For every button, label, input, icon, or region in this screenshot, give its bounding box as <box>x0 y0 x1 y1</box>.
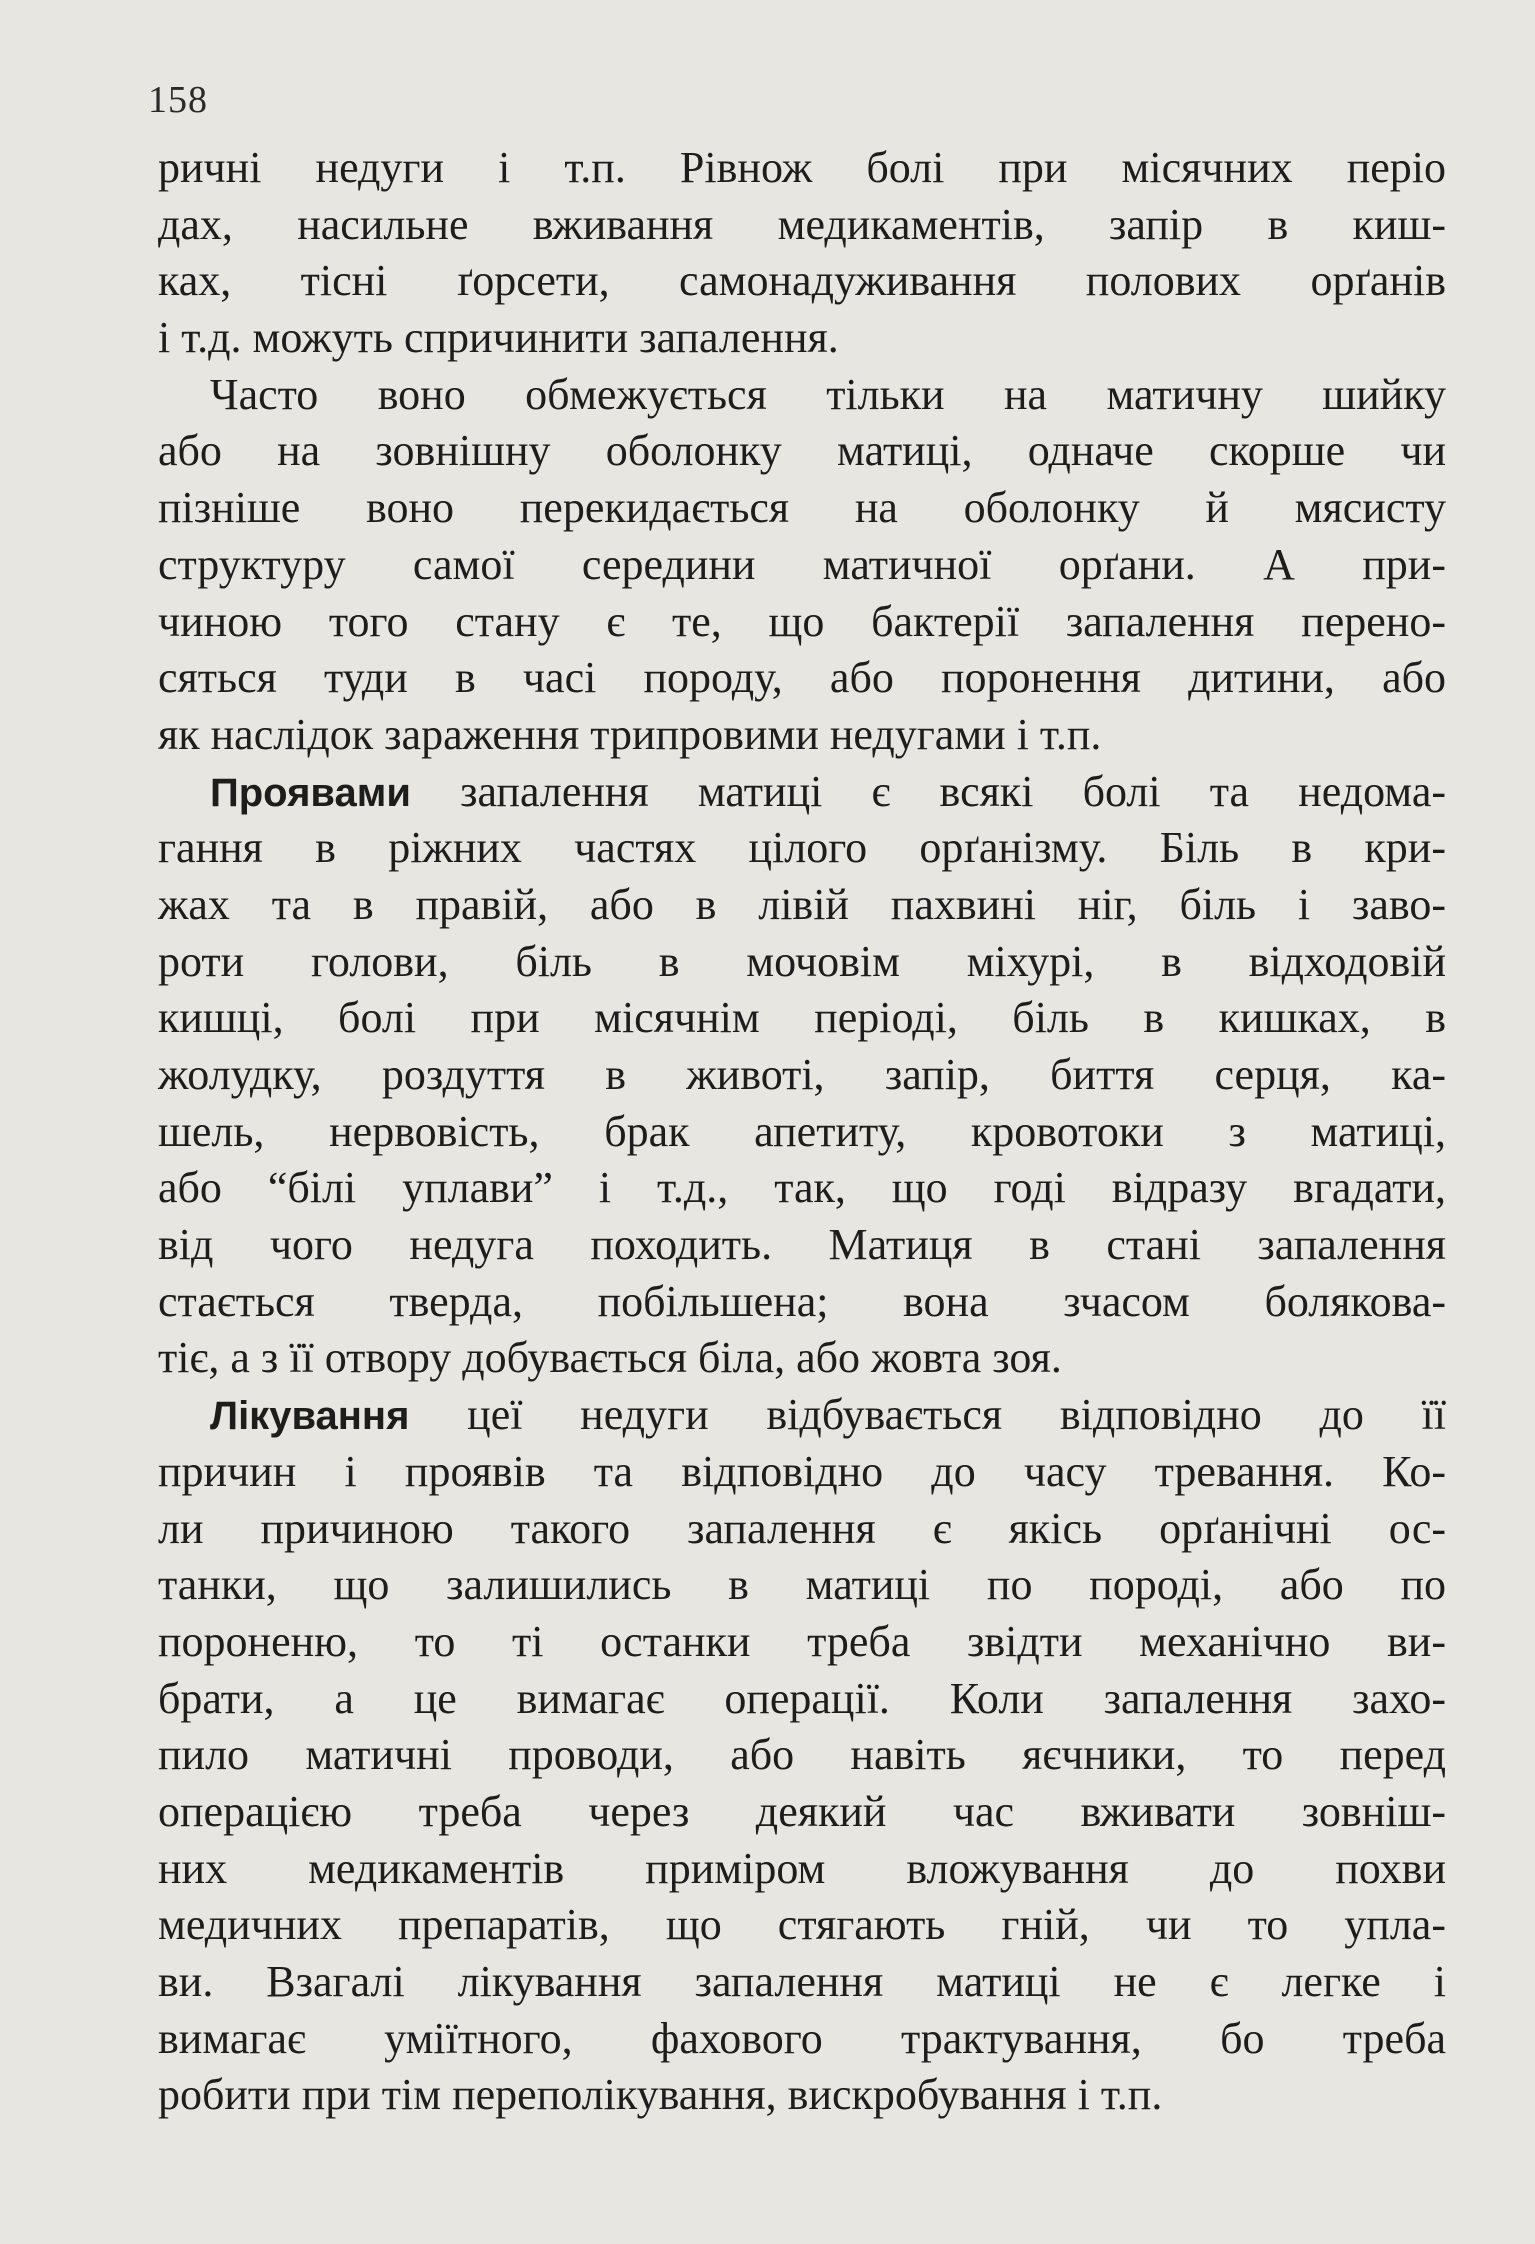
line-text: як наслідок зараження трипровими недугами і т.п. <box>158 709 1102 759</box>
line-text: або “білі уплави” і т.д., так, що годі відразу вгадати, <box>158 1163 1446 1213</box>
line-text: кишці, болі при місячнім періоді, біль в кишках, в <box>158 993 1446 1043</box>
line-text: медичних препаратів, що стягають гній, чи то упла- <box>158 1900 1446 1950</box>
line-text: тіє, а з її отвору добувається біла, або жовта зоя. <box>158 1333 1062 1383</box>
text-line <box>158 367 1446 424</box>
text-line <box>158 1444 1446 1501</box>
line-text: і т.д. можуть спричинити запалення. <box>158 313 839 363</box>
text-line <box>158 1104 1446 1161</box>
text-line <box>158 2067 1446 2124</box>
text-line <box>158 480 1446 537</box>
text-line <box>158 1784 1446 1841</box>
text-line <box>158 1841 1446 1898</box>
line-text: ках, тісні ґорсети, самонадуживання полових орґанів <box>158 256 1446 306</box>
line-text: Часто воно обмежується тільки на матичну шийку <box>210 369 1446 419</box>
line-text: шель, нервовість, брак апетиту, кровотоки з матиці, <box>158 1106 1446 1156</box>
line-text: ли причиною такого запалення є якісь орґанічні ос- <box>158 1503 1446 1553</box>
line-text: причин і проявів та відповідно до часу тревання. Ко- <box>158 1446 1446 1496</box>
line-text: сяться туди в часі породу, або поронення дитини, або <box>158 653 1446 703</box>
text-line <box>158 140 1446 197</box>
line-text: брати, а це вимагає операції. Коли запалення захо- <box>158 1673 1446 1723</box>
text-line <box>158 1614 1446 1671</box>
text-line <box>158 707 1446 764</box>
line-text: них медикаментів приміром вложування до похви <box>158 1843 1446 1893</box>
text-line <box>158 423 1446 480</box>
line-text: жах та в правій, або в лівій пахвині ніг, біль і заво- <box>158 879 1446 929</box>
text-line <box>158 820 1446 877</box>
line-text: роти голови, біль в мочовім міхурі, в відходовій <box>158 936 1446 986</box>
text-line <box>158 990 1446 1047</box>
line-text: операцією треба через деякий час вживати зовніш- <box>158 1786 1446 1836</box>
line-text: гання в ріжних частях цілого орґанізму. Біль в кри- <box>158 823 1446 873</box>
text-line <box>158 650 1446 707</box>
text-line <box>158 310 1446 367</box>
body-text <box>158 140 1446 2124</box>
line-text: робити при тім переполікування, вискробування і т.п. <box>158 2070 1163 2120</box>
text-line <box>158 594 1446 651</box>
line-text: пізніше воно перекидається на оболонку й мясисту <box>158 483 1446 533</box>
text-line <box>158 2011 1446 2068</box>
line-text: дах, насильне вживання медикаментів, запір в киш- <box>158 199 1446 249</box>
line-text: структуру самої середини матичної орґани. А при- <box>158 539 1446 589</box>
line-text: ви. Взагалі лікування запалення матиці не є легке і <box>158 1957 1446 2006</box>
line-text: пороненю, то ті останки треба звідти механічно ви- <box>158 1616 1446 1666</box>
text-line <box>158 1671 1446 1728</box>
line-text: або на зовнішну оболонку матиці, одначе скорше чи <box>158 426 1446 476</box>
line-text: від чого недуга походить. Матиця в стані запалення <box>158 1220 1446 1270</box>
line-text: ричні недуги і т.п. Рівнож болі при місячних періо <box>158 143 1446 192</box>
text-line <box>158 1217 1446 1274</box>
line-text: запалення матиці є всякі болі та недома- <box>410 766 1446 816</box>
text-line <box>158 1557 1446 1614</box>
text-line <box>158 1160 1446 1217</box>
text-line <box>158 1727 1446 1784</box>
text-line <box>158 1954 1446 2011</box>
line-text: вимагає уміїтного, фахового трактування, бо треба <box>158 2013 1446 2063</box>
bold-term: Лікування <box>210 1394 410 1439</box>
line-text: пило матичні проводи, або навіть яєчники, то перед <box>158 1730 1446 1780</box>
line-text: цеї недуги відбувається відповідно до її <box>409 1390 1446 1440</box>
text-line <box>158 877 1446 934</box>
text-line <box>158 537 1446 594</box>
line-text: стається тверда, побільшена; вона зчасом болякова- <box>158 1276 1446 1326</box>
text-line <box>158 764 1446 821</box>
text-line <box>158 1274 1446 1331</box>
text-line <box>158 1387 1446 1444</box>
text-line <box>158 934 1446 991</box>
text-line <box>158 197 1446 254</box>
text-line <box>158 1330 1446 1387</box>
text-line <box>158 1501 1446 1558</box>
line-text: танки, що залишились в матиці по породі, або по <box>158 1560 1446 1610</box>
bold-term: Проявами <box>210 770 411 815</box>
text-line <box>158 1047 1446 1104</box>
page-number: 158 <box>148 79 208 121</box>
text-line <box>158 1897 1446 1954</box>
line-text: жолудку, роздуття в животі, запір, биття серця, ка- <box>158 1050 1446 1099</box>
text-line <box>158 253 1446 310</box>
line-text: чиною того стану є те, що бактерії запалення перено- <box>158 596 1446 646</box>
